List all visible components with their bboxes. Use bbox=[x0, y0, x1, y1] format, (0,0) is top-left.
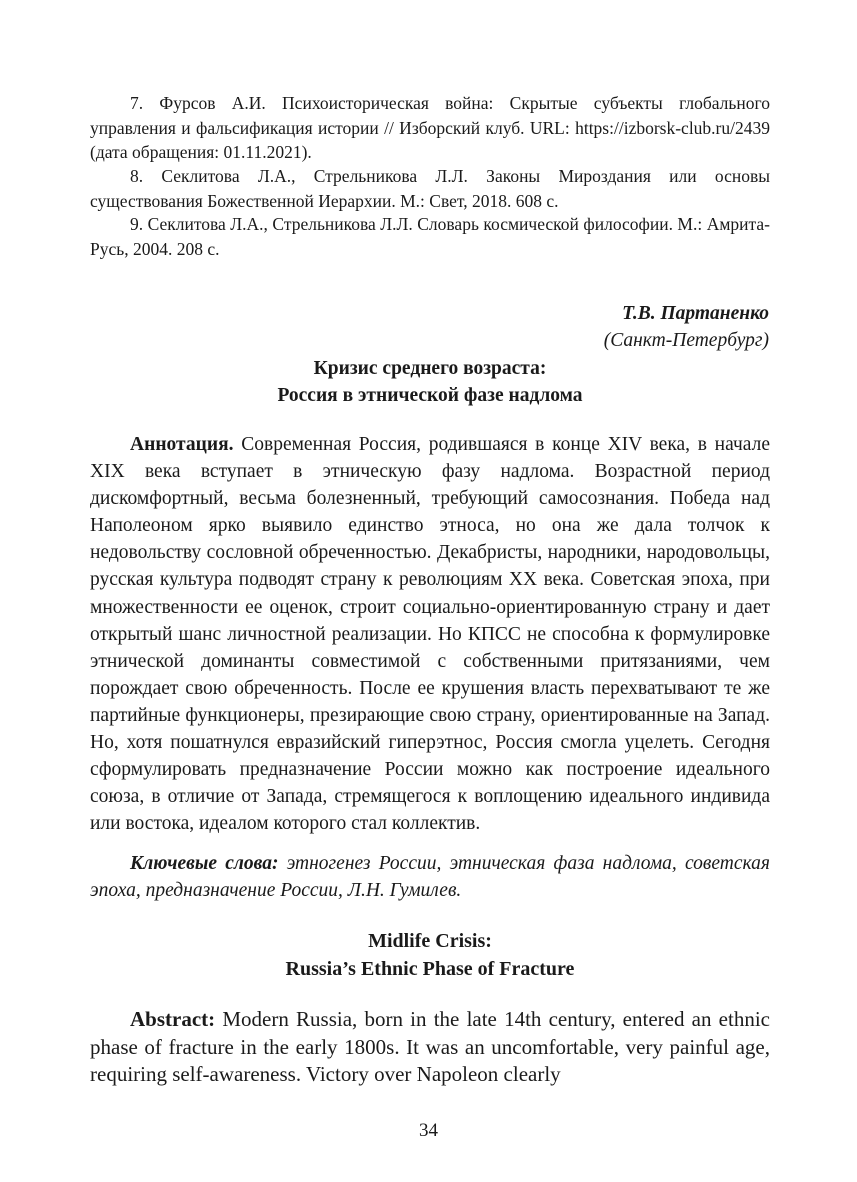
title-ru-line-2: Россия в этнической фазе надлома bbox=[277, 385, 583, 406]
abstract-en-label: Abstract: bbox=[130, 1007, 216, 1031]
author-city: (Санкт-Петербург) bbox=[603, 330, 769, 351]
article-author: Т.В. Партаненко bbox=[622, 303, 769, 324]
article-title-en bbox=[90, 927, 770, 983]
reference-8: 8. Секлитова Л.А., Стрельникова Л.Л. Законы Мироздания или основы существования Божественной Иерархии. М.: Свет, 2018. 608 с. bbox=[90, 166, 770, 211]
title-en-line-1: Midlife Crisis: bbox=[368, 930, 492, 952]
title-ru-line-1: Кризис среднего возраста: bbox=[313, 358, 547, 379]
page-number: 34 bbox=[419, 1120, 438, 1141]
abstract-en-text: Modern Russia, born in the late 14th century, entered an ethnic phase of fracture in the early 1800s. It was an uncomfortable, very painful age, requiring self-awareness. Victory over Napoleon clearly bbox=[90, 1007, 770, 1086]
reference-9: 9. Секлитова Л.А., Стрельникова Л.Л. Словарь космической философии. М.: Амрита-Русь, 2004. 208 с. bbox=[90, 214, 770, 259]
title-en-line-2: Russia’s Ethnic Phase of Fracture bbox=[285, 958, 575, 980]
abstract-ru bbox=[90, 431, 770, 837]
abstract-en bbox=[90, 1006, 770, 1089]
abstract-ru-label: Аннотация. bbox=[130, 434, 234, 455]
article-title-ru bbox=[90, 355, 770, 409]
keywords-ru bbox=[90, 850, 770, 904]
keywords-label: Ключевые слова: bbox=[130, 853, 279, 874]
reference-7: 7. Фурсов А.И. Психоисторическая война: Скрытые субъекты глобального управления и фальсификация истории // Изборский клуб. URL: https://izborsk-club.ru/2439 (дата обращения: 01.11.2021). bbox=[90, 93, 770, 162]
keywords-text: этногенез России, этническая фаза надлома, советская эпоха, предназначение России, Л.Н. Гумилев. bbox=[90, 853, 770, 902]
abstract-ru-text: Современная Россия, родившаяся в конце XIV века, в начале XIX века вступает в этническую фазу надлома. Возрастной период дискомфортный, весьма болезненный, требующий самосознания. Победа над Наполеоном ярко выявило единство этноса, но она же дала толчок к недовольству сословной обреченностью. Декабристы, народники, народовольцы, русская культура подводят страну к революциям XX века. Советская эпоха, при множественности ее оценок, строит социально-ориентированную страну и дает открытый шанс личностной реализации. Но КПСС не способна к формулировке этнической доминанты совместимой с собственными притязаниями, чем порождает свою обреченность. После ее крушения власть перехватывают те же партийные функционеры, презирающие свою страну, ориентированные на Запад. Но, хотя пошатнулся евразийский гиперэтнос, Россия смогла уцелеть. Сегодня сформулировать предназначение России можно как построение идеального союза, в отличие от Запада, стремящегося к воплощению идеального индивида или востока, идеалом которого стал коллектив. bbox=[90, 434, 770, 835]
